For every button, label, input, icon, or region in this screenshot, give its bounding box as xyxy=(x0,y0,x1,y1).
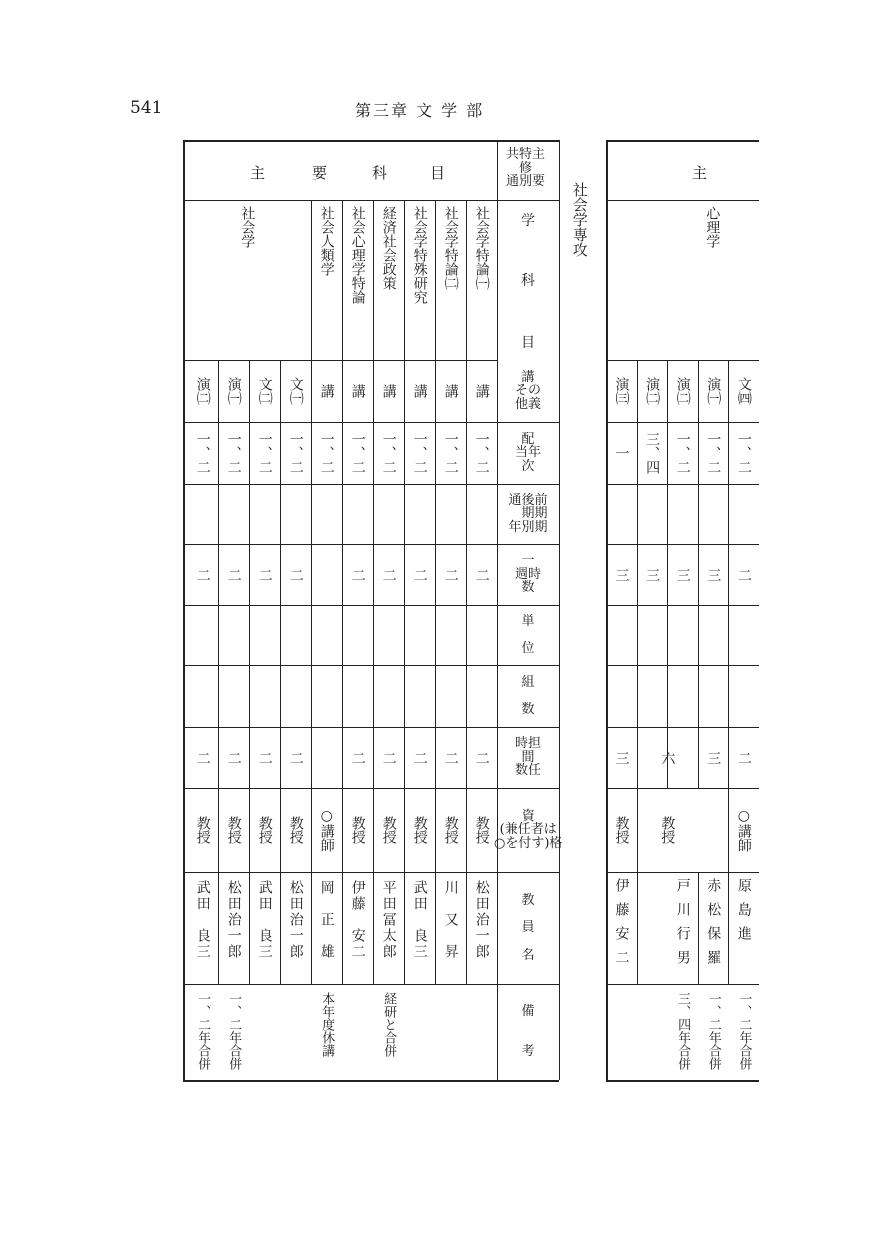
weekly-hours: 二 xyxy=(380,567,397,582)
row-label-remarks: 備 考 xyxy=(521,1003,535,1060)
subject-name: 社会学特論㈠ xyxy=(473,206,490,290)
qualification: 教授 xyxy=(349,816,366,844)
teacher-name: 岡 正 雄 xyxy=(318,880,335,960)
row-label-teacher: 教 員 名 xyxy=(521,893,535,963)
header-main-char: 目 xyxy=(430,164,446,182)
assigned-year: 一、二 xyxy=(674,432,691,474)
teaching-hours: 二 xyxy=(287,750,304,765)
table-rule xyxy=(667,360,668,788)
table-rule xyxy=(183,872,559,873)
subject-header-char: 目 xyxy=(521,335,535,351)
table-rule xyxy=(435,200,436,984)
lecture-type: 講 xyxy=(473,384,490,398)
qualification: ○講師 xyxy=(735,808,752,852)
weekly-hours: 二 xyxy=(735,567,752,582)
row-label-type: 講 その 他義 xyxy=(515,369,542,412)
table-rule xyxy=(183,665,559,666)
assigned-year: 一、二 xyxy=(442,432,459,474)
assigned-year: 一、二 xyxy=(411,432,428,474)
lecture-type: 文㈡ xyxy=(256,377,273,405)
subject-header-char: 科 xyxy=(521,273,535,289)
header-main-char: 科 xyxy=(372,164,388,182)
teacher-name: 武田 良三 xyxy=(411,880,428,960)
table-rule xyxy=(606,727,759,728)
teaching-hours: 二 xyxy=(225,750,242,765)
group-label-psychology: 心理学 xyxy=(704,206,721,248)
weekly-hours: 三 xyxy=(644,567,661,582)
table-rule xyxy=(183,605,559,606)
lecture-type: 演㈠ xyxy=(705,377,722,405)
remark: 本年度休講 xyxy=(319,992,335,1057)
assigned-year: 一、二 xyxy=(349,432,366,474)
table-rule xyxy=(606,665,759,666)
subject-name: 社会人類学 xyxy=(318,206,335,276)
table-rule xyxy=(606,605,759,606)
row-label-groups: 組 数 xyxy=(521,674,535,717)
assigned-year: 一、二 xyxy=(318,432,335,474)
table-rule xyxy=(183,360,311,361)
subject-name: 社会学特殊研究 xyxy=(411,206,428,304)
table-rule xyxy=(606,200,759,201)
teacher-name: 原島進 xyxy=(735,878,752,950)
assigned-year: 一、二 xyxy=(256,432,273,474)
group-label-sociology: 社会学 xyxy=(239,206,256,248)
qualification: 教授 xyxy=(194,816,211,844)
table-rule xyxy=(606,872,759,873)
weekly-hours: 二 xyxy=(287,567,304,582)
page-number: 541 xyxy=(130,98,163,118)
subject-name: 経済社会政策 xyxy=(380,206,397,290)
section-label: 社会学専攻 xyxy=(570,182,589,257)
qualification: 教授 xyxy=(442,816,459,844)
teaching-hours: 二 xyxy=(194,750,211,765)
lecture-type: 講 xyxy=(318,384,335,398)
lecture-type: 文㈣ xyxy=(735,377,752,405)
table-rule xyxy=(183,140,185,1080)
teaching-hours-merged: 六 xyxy=(659,750,676,765)
subject-name: 社会学特論㈡ xyxy=(442,206,459,290)
table-rule xyxy=(728,360,729,984)
table-rule xyxy=(698,872,699,984)
qualification: 教授 xyxy=(287,816,304,844)
table-rule xyxy=(606,788,759,789)
table-rule xyxy=(183,727,559,728)
teacher-name: 松田治一郎 xyxy=(287,880,304,960)
weekly-hours: 三 xyxy=(613,567,630,582)
qualification: 教授 xyxy=(256,816,273,844)
table-rule xyxy=(606,484,759,485)
table-rule xyxy=(606,544,759,545)
teacher-name: 赤松保羅 xyxy=(705,878,722,974)
lecture-type: 講 xyxy=(411,384,428,398)
qualification: 教授 xyxy=(411,816,428,844)
teacher-name: 伊藤安二 xyxy=(613,878,630,974)
row-label-weekly: 一 週時 数 xyxy=(515,553,542,596)
chapter-title: 第三章 文 学 部 xyxy=(355,101,485,120)
assigned-year: 一、二 xyxy=(380,432,397,474)
qualification: 教授 xyxy=(380,816,397,844)
assigned-year: 一、二 xyxy=(735,432,752,474)
table-rule xyxy=(606,360,759,361)
table-rule xyxy=(606,140,759,142)
weekly-hours: 二 xyxy=(256,567,273,582)
teacher-name: 松田治一郎 xyxy=(225,880,242,960)
table-rule xyxy=(373,200,374,984)
table-rule xyxy=(280,360,281,984)
header-main-char: 主 xyxy=(692,164,708,182)
teacher-name: 武田 良三 xyxy=(194,880,211,960)
teaching-hours: 二 xyxy=(442,750,459,765)
table-rule xyxy=(311,200,312,984)
table-rule xyxy=(606,1080,759,1082)
teacher-name: 川 又 昇 xyxy=(442,880,459,960)
lecture-type: 講 xyxy=(442,384,459,398)
table-rule xyxy=(606,140,608,1080)
table-rule xyxy=(637,360,638,984)
remark: 経研と合併 xyxy=(381,992,397,1057)
teaching-hours: 二 xyxy=(256,750,273,765)
weekly-hours: 三 xyxy=(705,567,722,582)
lecture-type: 演㈡ xyxy=(194,377,211,405)
remark: 一、二年合併 xyxy=(705,992,721,1070)
row-label-hours: 時担 間 数任 xyxy=(515,736,542,779)
table-rule xyxy=(183,422,559,423)
teacher-name: 戸川行男 xyxy=(674,878,691,974)
table-rule xyxy=(466,200,467,984)
remark: 一、二年合併 xyxy=(195,992,211,1070)
category-header: 共特主 修 通別要 xyxy=(506,147,546,190)
table-rule xyxy=(698,360,699,788)
lecture-type: 演㈡ xyxy=(644,377,661,405)
lecture-type: 講 xyxy=(349,384,366,398)
table-rule xyxy=(342,200,343,984)
subject-header-char: 学 xyxy=(521,213,535,229)
qualification: 教授 xyxy=(473,816,490,844)
row-label-credit: 単 位 xyxy=(521,613,535,656)
row-label-year: 配 当年 次 xyxy=(515,431,542,474)
table-rule xyxy=(249,360,250,984)
teacher-name: 松田治一郎 xyxy=(473,880,490,960)
qualification: ○講師 xyxy=(318,808,335,852)
table-rule xyxy=(183,484,559,485)
table-rule xyxy=(606,984,759,985)
assigned-year: 一 xyxy=(613,446,630,460)
assigned-year: 一、二 xyxy=(473,432,490,474)
weekly-hours: 三 xyxy=(674,567,691,582)
teacher-name: 伊藤 安二 xyxy=(349,880,366,960)
teaching-hours: 二 xyxy=(735,750,752,765)
weekly-hours: 二 xyxy=(349,567,366,582)
qualification-merged: 教授 xyxy=(659,816,676,844)
table-rule xyxy=(559,140,560,1080)
assigned-year: 三、四 xyxy=(644,432,661,474)
header-main-char: 要 xyxy=(312,164,328,182)
lecture-type: 演㈢ xyxy=(613,377,630,405)
row-label-qual: 資 (兼任者は ○を付す)格 xyxy=(494,808,563,851)
assigned-year: 一、二 xyxy=(705,432,722,474)
lecture-type: 演㈡ xyxy=(674,377,691,405)
weekly-hours: 二 xyxy=(442,567,459,582)
table-rule xyxy=(183,140,559,142)
table-rule xyxy=(183,200,559,201)
remark: 三、四年合併 xyxy=(675,992,691,1070)
table-rule xyxy=(183,544,559,545)
qualification: 教授 xyxy=(225,816,242,844)
teaching-hours: 二 xyxy=(380,750,397,765)
table-rule xyxy=(183,1080,559,1082)
weekly-hours: 二 xyxy=(411,567,428,582)
assigned-year: 一、二 xyxy=(194,432,211,474)
teaching-hours: 二 xyxy=(473,750,490,765)
row-label-term: 通後前 期期 年別期 xyxy=(508,492,548,535)
table-rule xyxy=(404,200,405,984)
lecture-type: 講 xyxy=(380,384,397,398)
table-rule xyxy=(183,984,559,985)
table-rule xyxy=(497,140,498,1080)
table-rule xyxy=(606,422,759,423)
assigned-year: 一、二 xyxy=(287,432,304,474)
teacher-name: 平田冨太郎 xyxy=(380,880,397,960)
weekly-hours: 二 xyxy=(473,567,490,582)
weekly-hours: 二 xyxy=(194,567,211,582)
subject-name: 社会心理学特論 xyxy=(349,206,366,304)
table-rule xyxy=(218,360,219,984)
teaching-hours: 二 xyxy=(349,750,366,765)
lecture-type: 文㈠ xyxy=(287,377,304,405)
teaching-hours: 二 xyxy=(411,750,428,765)
weekly-hours: 二 xyxy=(225,567,242,582)
teaching-hours: 三 xyxy=(705,750,722,765)
teaching-hours: 三 xyxy=(613,750,630,765)
header-main-char: 主 xyxy=(250,164,266,182)
lecture-type: 演㈠ xyxy=(225,377,242,405)
remark: 一、二年合併 xyxy=(736,992,752,1070)
teacher-name: 武田 良三 xyxy=(256,880,273,960)
qualification: 教授 xyxy=(613,816,630,844)
remark: 一、二年合併 xyxy=(226,992,242,1070)
assigned-year: 一、二 xyxy=(225,432,242,474)
table-rule xyxy=(183,788,559,789)
